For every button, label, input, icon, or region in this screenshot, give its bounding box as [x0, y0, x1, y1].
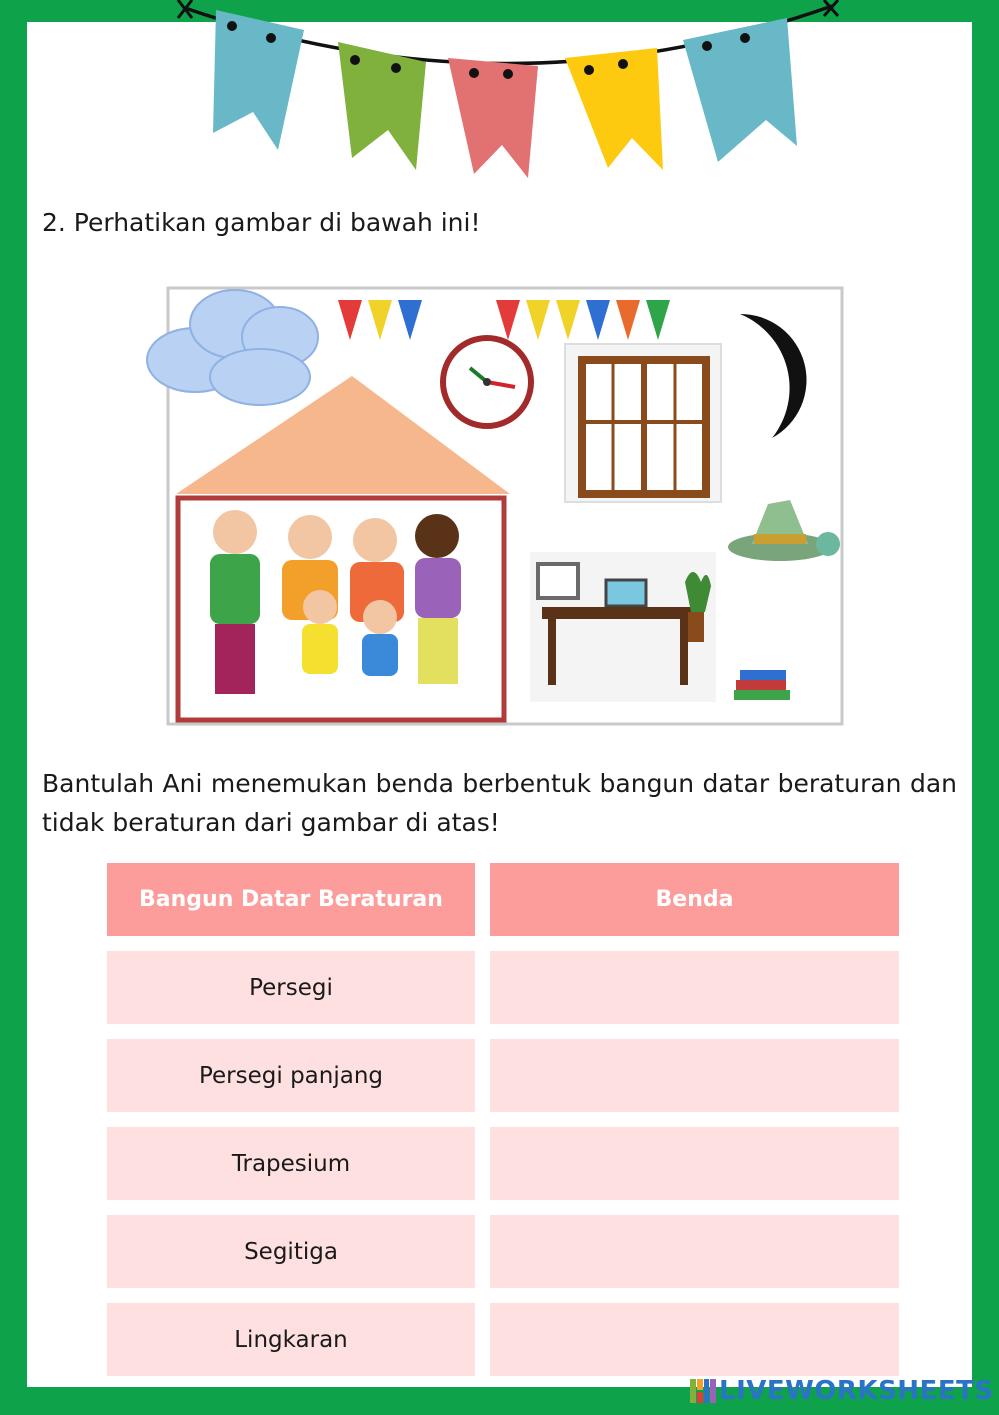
table-row-shape-trapesium: Trapesium [107, 1127, 475, 1200]
table-row-shape-persegi-panjang: Persegi panjang [107, 1039, 475, 1112]
liveworksheets-logo[interactable] [690, 1376, 994, 1406]
answer-input-lingkaran[interactable] [490, 1303, 899, 1376]
answer-input-segitiga[interactable] [490, 1215, 899, 1288]
table-row-shape-persegi: Persegi [107, 951, 475, 1024]
books-icon [734, 670, 790, 700]
answer-input-trapesium[interactable] [490, 1127, 899, 1200]
flag-blue-right [683, 18, 797, 162]
clock-icon [443, 338, 531, 426]
table-row-shape-segitiga: Segitiga [107, 1215, 475, 1288]
flag-red [448, 58, 538, 178]
table-header-object: Benda [490, 863, 899, 936]
house-illustration [140, 282, 850, 730]
desk-icon [530, 552, 716, 702]
answer-input-persegi[interactable] [490, 951, 899, 1024]
liveworksheets-icon [690, 1379, 716, 1403]
table-header-shape: Bangun Datar Beraturan [107, 863, 475, 936]
flag-blue-left [213, 10, 304, 150]
instruction-text: Bantulah Ani menemukan benda berbentuk bangun datar beraturan dan tidak beraturan dari gambar di atas! [42, 769, 957, 837]
flag-yellow [565, 48, 663, 170]
bunting-decoration [0, 0, 999, 190]
question-text: 2. Perhatikan gambar di bawah ini! [42, 208, 481, 237]
window-icon [565, 344, 721, 502]
table-row-shape-lingkaran: Lingkaran [107, 1303, 475, 1376]
answer-input-persegi-panjang[interactable] [490, 1039, 899, 1112]
liveworksheets-text: LIVEWORKSHEETS [719, 1376, 994, 1406]
